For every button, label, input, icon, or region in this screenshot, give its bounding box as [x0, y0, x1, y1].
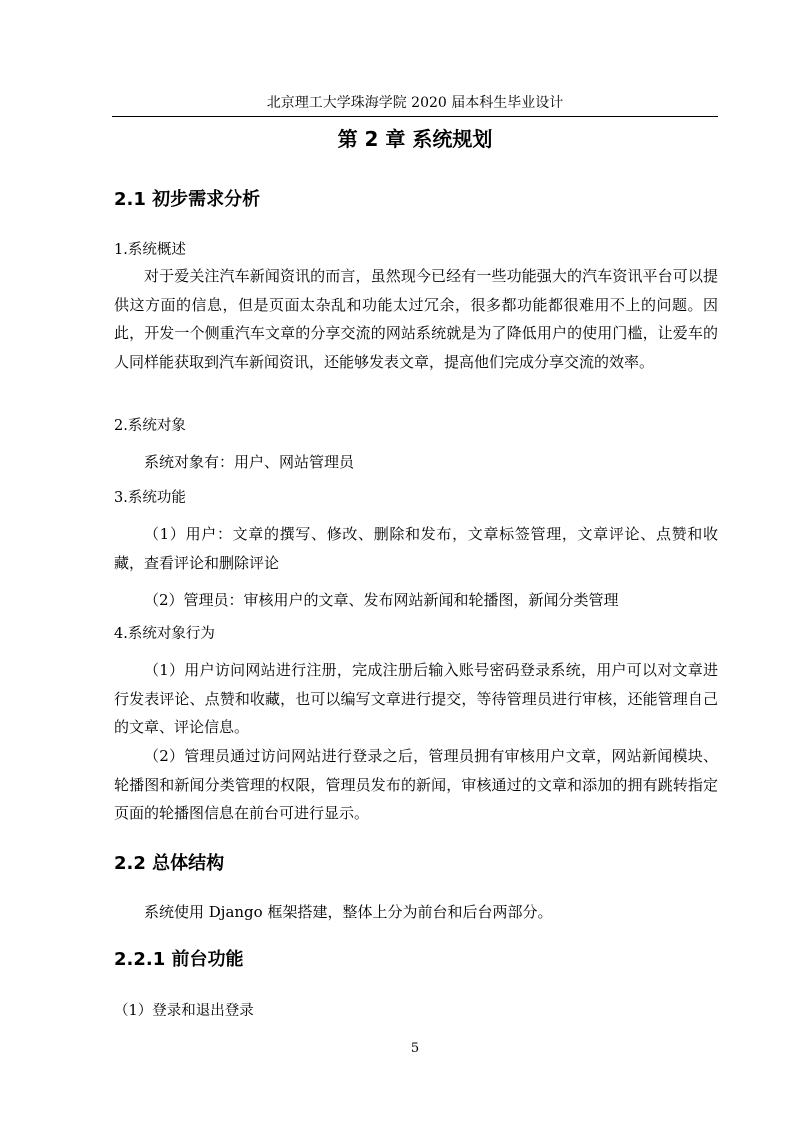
- chapter-title: 第 2 章 系统规划: [337, 127, 493, 151]
- section-heading-2-1: 2.1 初步需求分析: [114, 189, 261, 210]
- header-rule: [112, 116, 718, 117]
- frontend-item-1: （1）登录和退出登录: [114, 1003, 254, 1019]
- behavior-label: 4.系统对象行为: [114, 626, 215, 642]
- section-heading-2-2: 2.2 总体结构: [114, 853, 225, 874]
- section-heading-2-2-1: 2.2.1 前台功能: [114, 949, 244, 970]
- function-label: 3.系统功能: [114, 490, 186, 506]
- object-paragraph: 系统对象有：用户、网站管理员: [144, 453, 355, 471]
- structure-paragraph: 系统使用 Django 框架搭建，整体上分为前台和后台两部分。: [144, 903, 553, 921]
- overview-label: 1.系统概述: [114, 242, 186, 258]
- page-number: 5: [410, 1041, 420, 1056]
- function-admin-paragraph: （2）管理员：审核用户的文章、发布网站新闻和轮播图，新闻分类管理: [144, 591, 619, 609]
- behavior-user-paragraph: （1）用户访问网站进行注册，完成注册后输入账号密码登录系统，用户可以对文章进行发表评论、点赞和收藏，也可以编写文章进行提交，等待管理员进行审核，还能管理自己的文章、评论信息。: [114, 661, 718, 736]
- behavior-admin-paragraph: （2）管理员通过访问网站进行登录之后，管理员拥有审核用户文章，网站新闻模块、轮播图和新闻分类管理的权限，管理员发布的新闻，审核通过的文章和添加的拥有跳转指定页面的轮播图信息在前台可进行显示。: [114, 747, 718, 822]
- overview-paragraph: 对于爱关注汽车新闻资讯的而言，虽然现今已经有一些功能强大的汽车资讯平台可以提供这方面的信息，但是页面太杂乱和功能太过冗余，很多都功能都很难用不上的问题。因此，开发一个侧重汽车文章的分享交流的网站系统就是为了降低用户的使用门槛，让爱车的人同样能获取到汽车新闻资讯，还能够发表文章，提高他们完成分享交流的效率。: [114, 267, 718, 371]
- running-header: 北京理工大学珠海学院 2020 届本科生毕业设计: [266, 95, 564, 111]
- function-user-paragraph: （1）用户：文章的撰写、修改、删除和发布，文章标签管理，文章评论、点赞和收藏，查看评论和删除评论: [114, 525, 718, 572]
- object-label: 2.系统对象: [114, 418, 186, 434]
